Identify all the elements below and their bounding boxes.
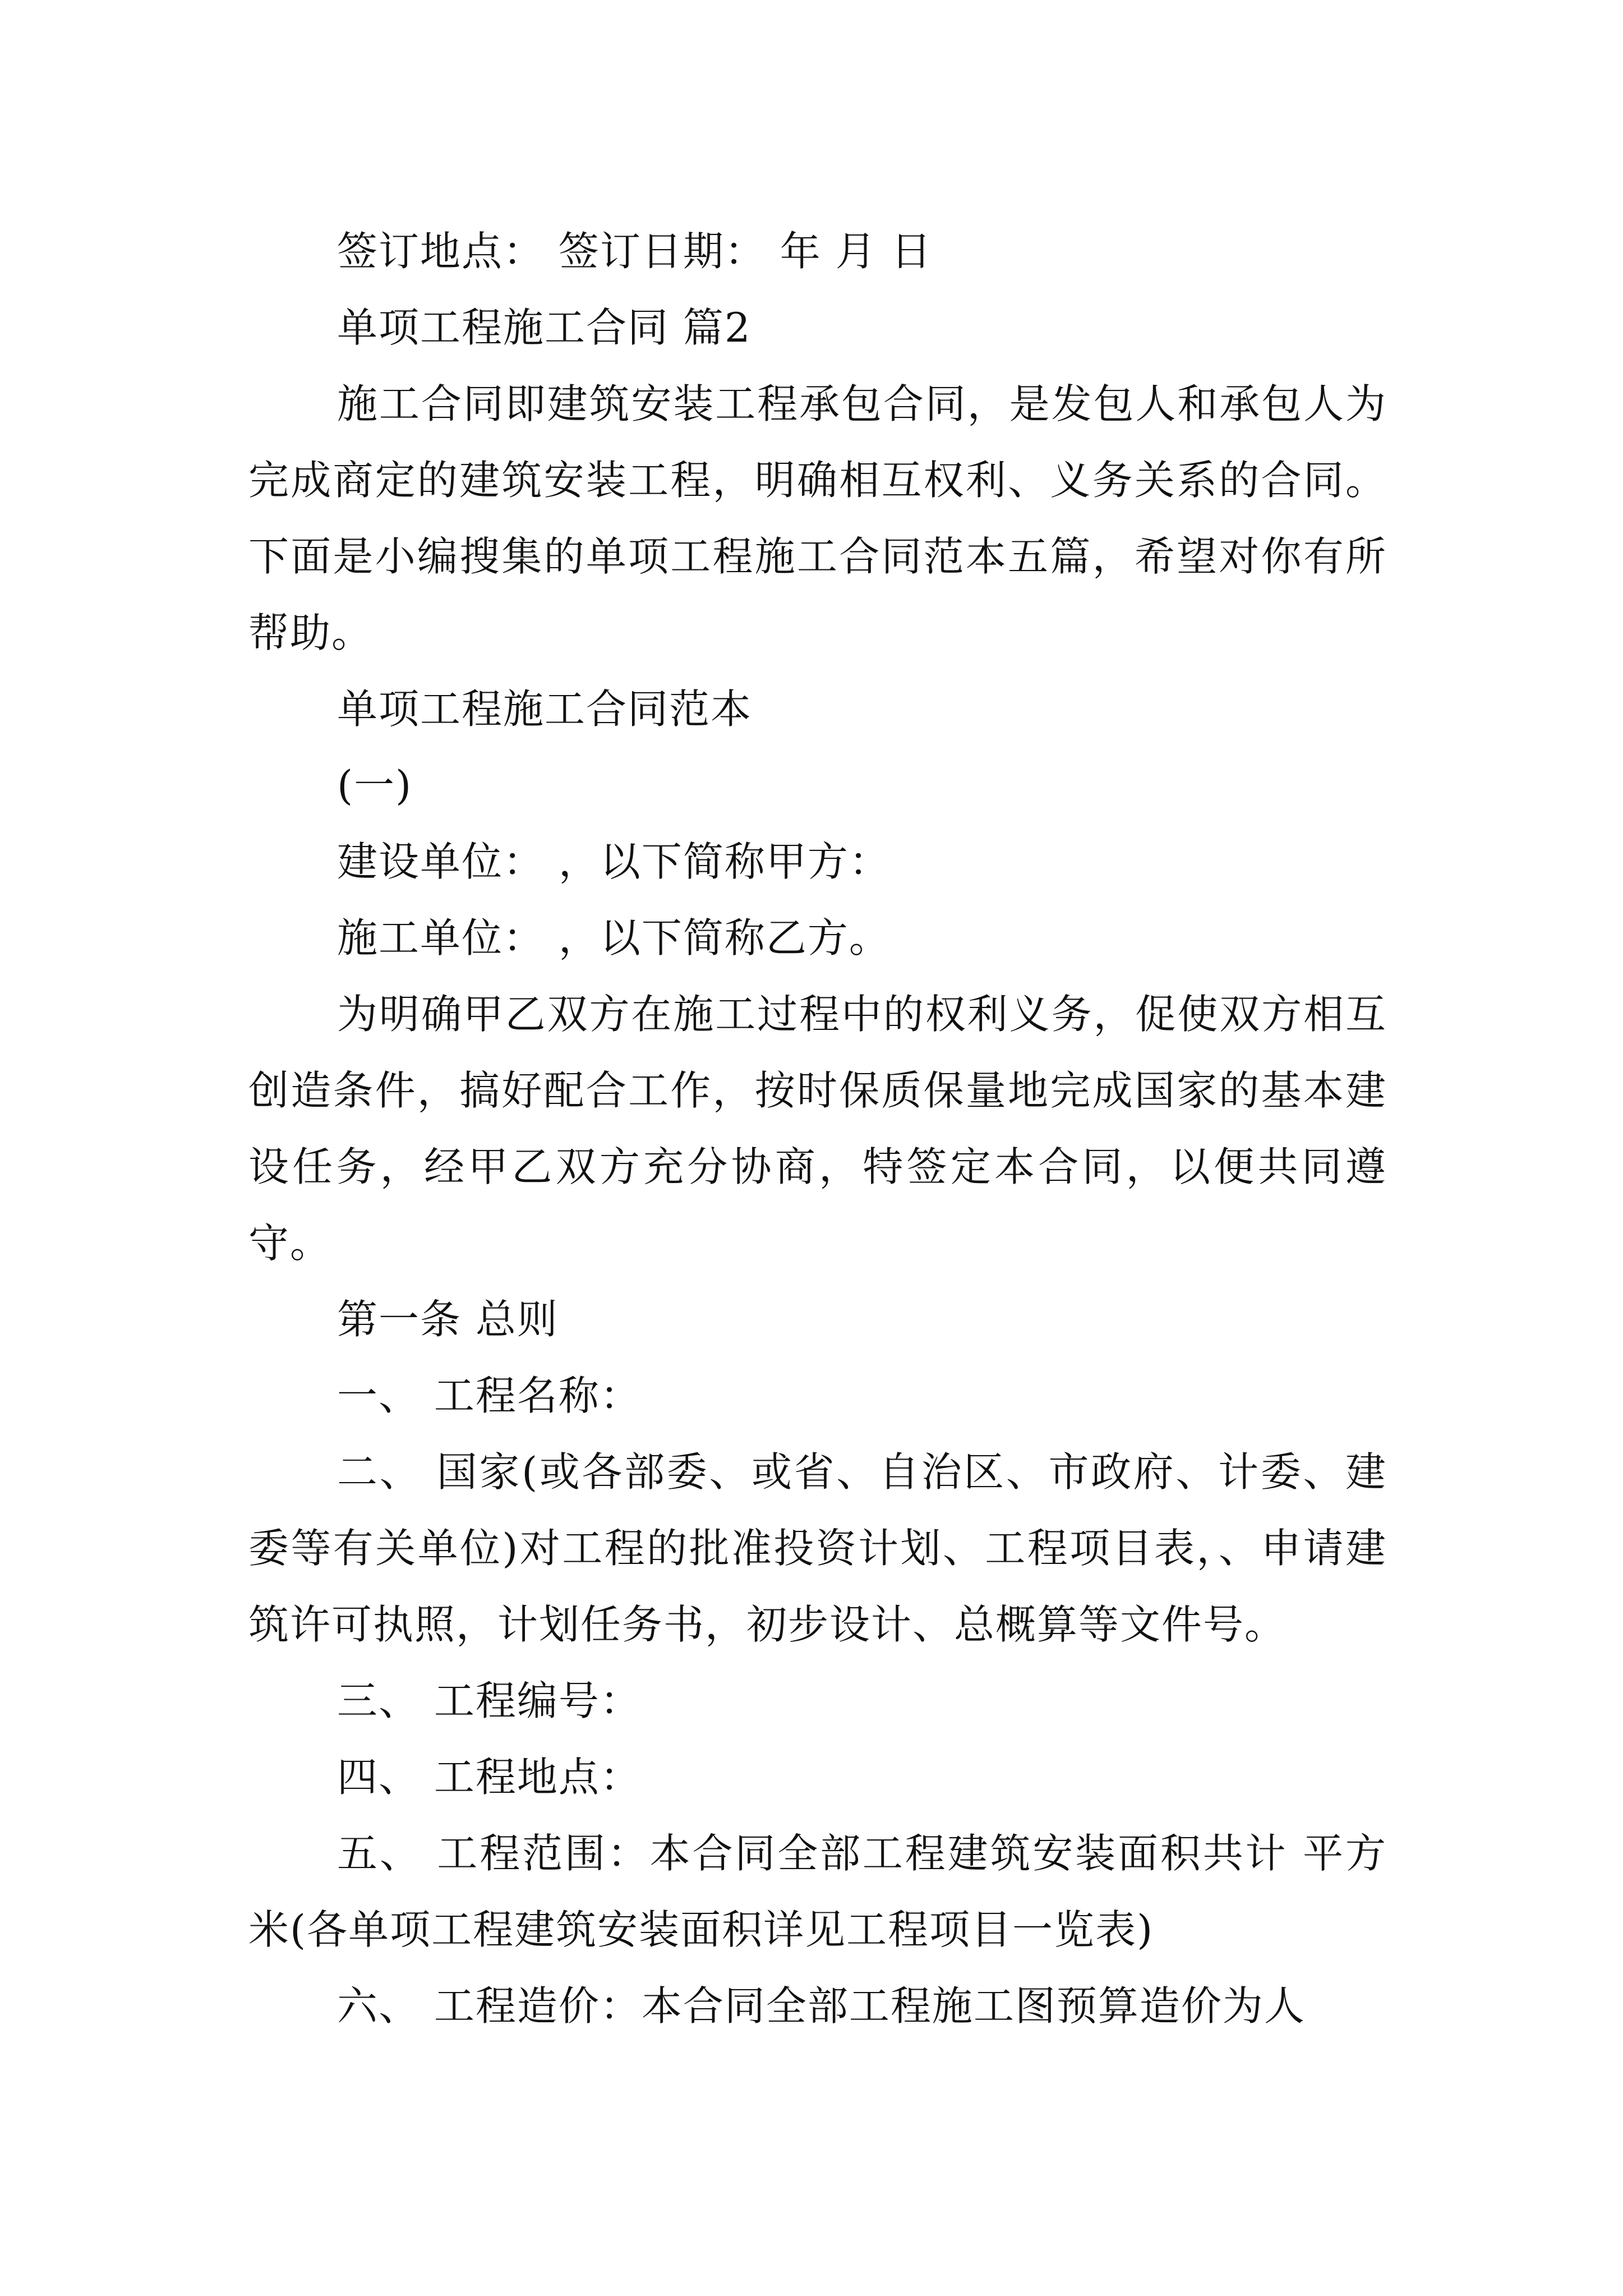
section-title-part-2: 单项工程施工合同 篇2 bbox=[337, 304, 751, 351]
template-number: (一) bbox=[337, 762, 413, 809]
clause-approval-documents: 二、 国家(或各部委、或省、自治区、市政府、计委、建委等有关单位)对工程的批准投资计划、工程项目表，、申请建筑许可执照，计划任务书，初步设计、总概算等文件号。 bbox=[248, 1448, 1387, 1648]
party-a-line: 建设单位： ，以下简称甲方： bbox=[337, 838, 891, 885]
article-1-heading: 第一条 总则 bbox=[337, 1296, 559, 1343]
clause-project-location: 四、 工程地点： bbox=[337, 1754, 642, 1801]
document-body bbox=[248, 213, 1387, 2044]
template-title: 单项工程施工合同范本 bbox=[337, 685, 753, 733]
purpose-paragraph: 为明确甲乙双方在施工过程中的权利义务，促使双方相互创造条件，搞好配合工作，按时保质保量地完成国家的基本建设任务，经甲乙双方充分协商，特签定本合同，以便共同遵守。 bbox=[248, 991, 1387, 1267]
signing-place-date: 签订地点： 签订日期： 年 月 日 bbox=[337, 228, 933, 275]
clause-project-number: 三、 工程编号： bbox=[337, 1677, 642, 1724]
clause-project-cost: 六、 工程造价：本合同全部工程施工图预算造价为人 bbox=[337, 1982, 1306, 2030]
intro-paragraph: 施工合同即建筑安装工程承包合同，是发包人和承包人为完成商定的建筑安装工程，明确相互权利、义务关系的合同。下面是小编搜集的单项工程施工合同范本五篇，希望对你有所帮助。 bbox=[248, 380, 1387, 656]
clause-project-scope: 五、 工程范围：本合同全部工程建筑安装面积共计 平方米(各单项工程建筑安装面积详见工程项目一览表) bbox=[248, 1830, 1387, 1953]
clause-project-name: 一、 工程名称： bbox=[337, 1372, 642, 1419]
party-b-line: 施工单位： ，以下简称乙方。 bbox=[337, 914, 891, 961]
